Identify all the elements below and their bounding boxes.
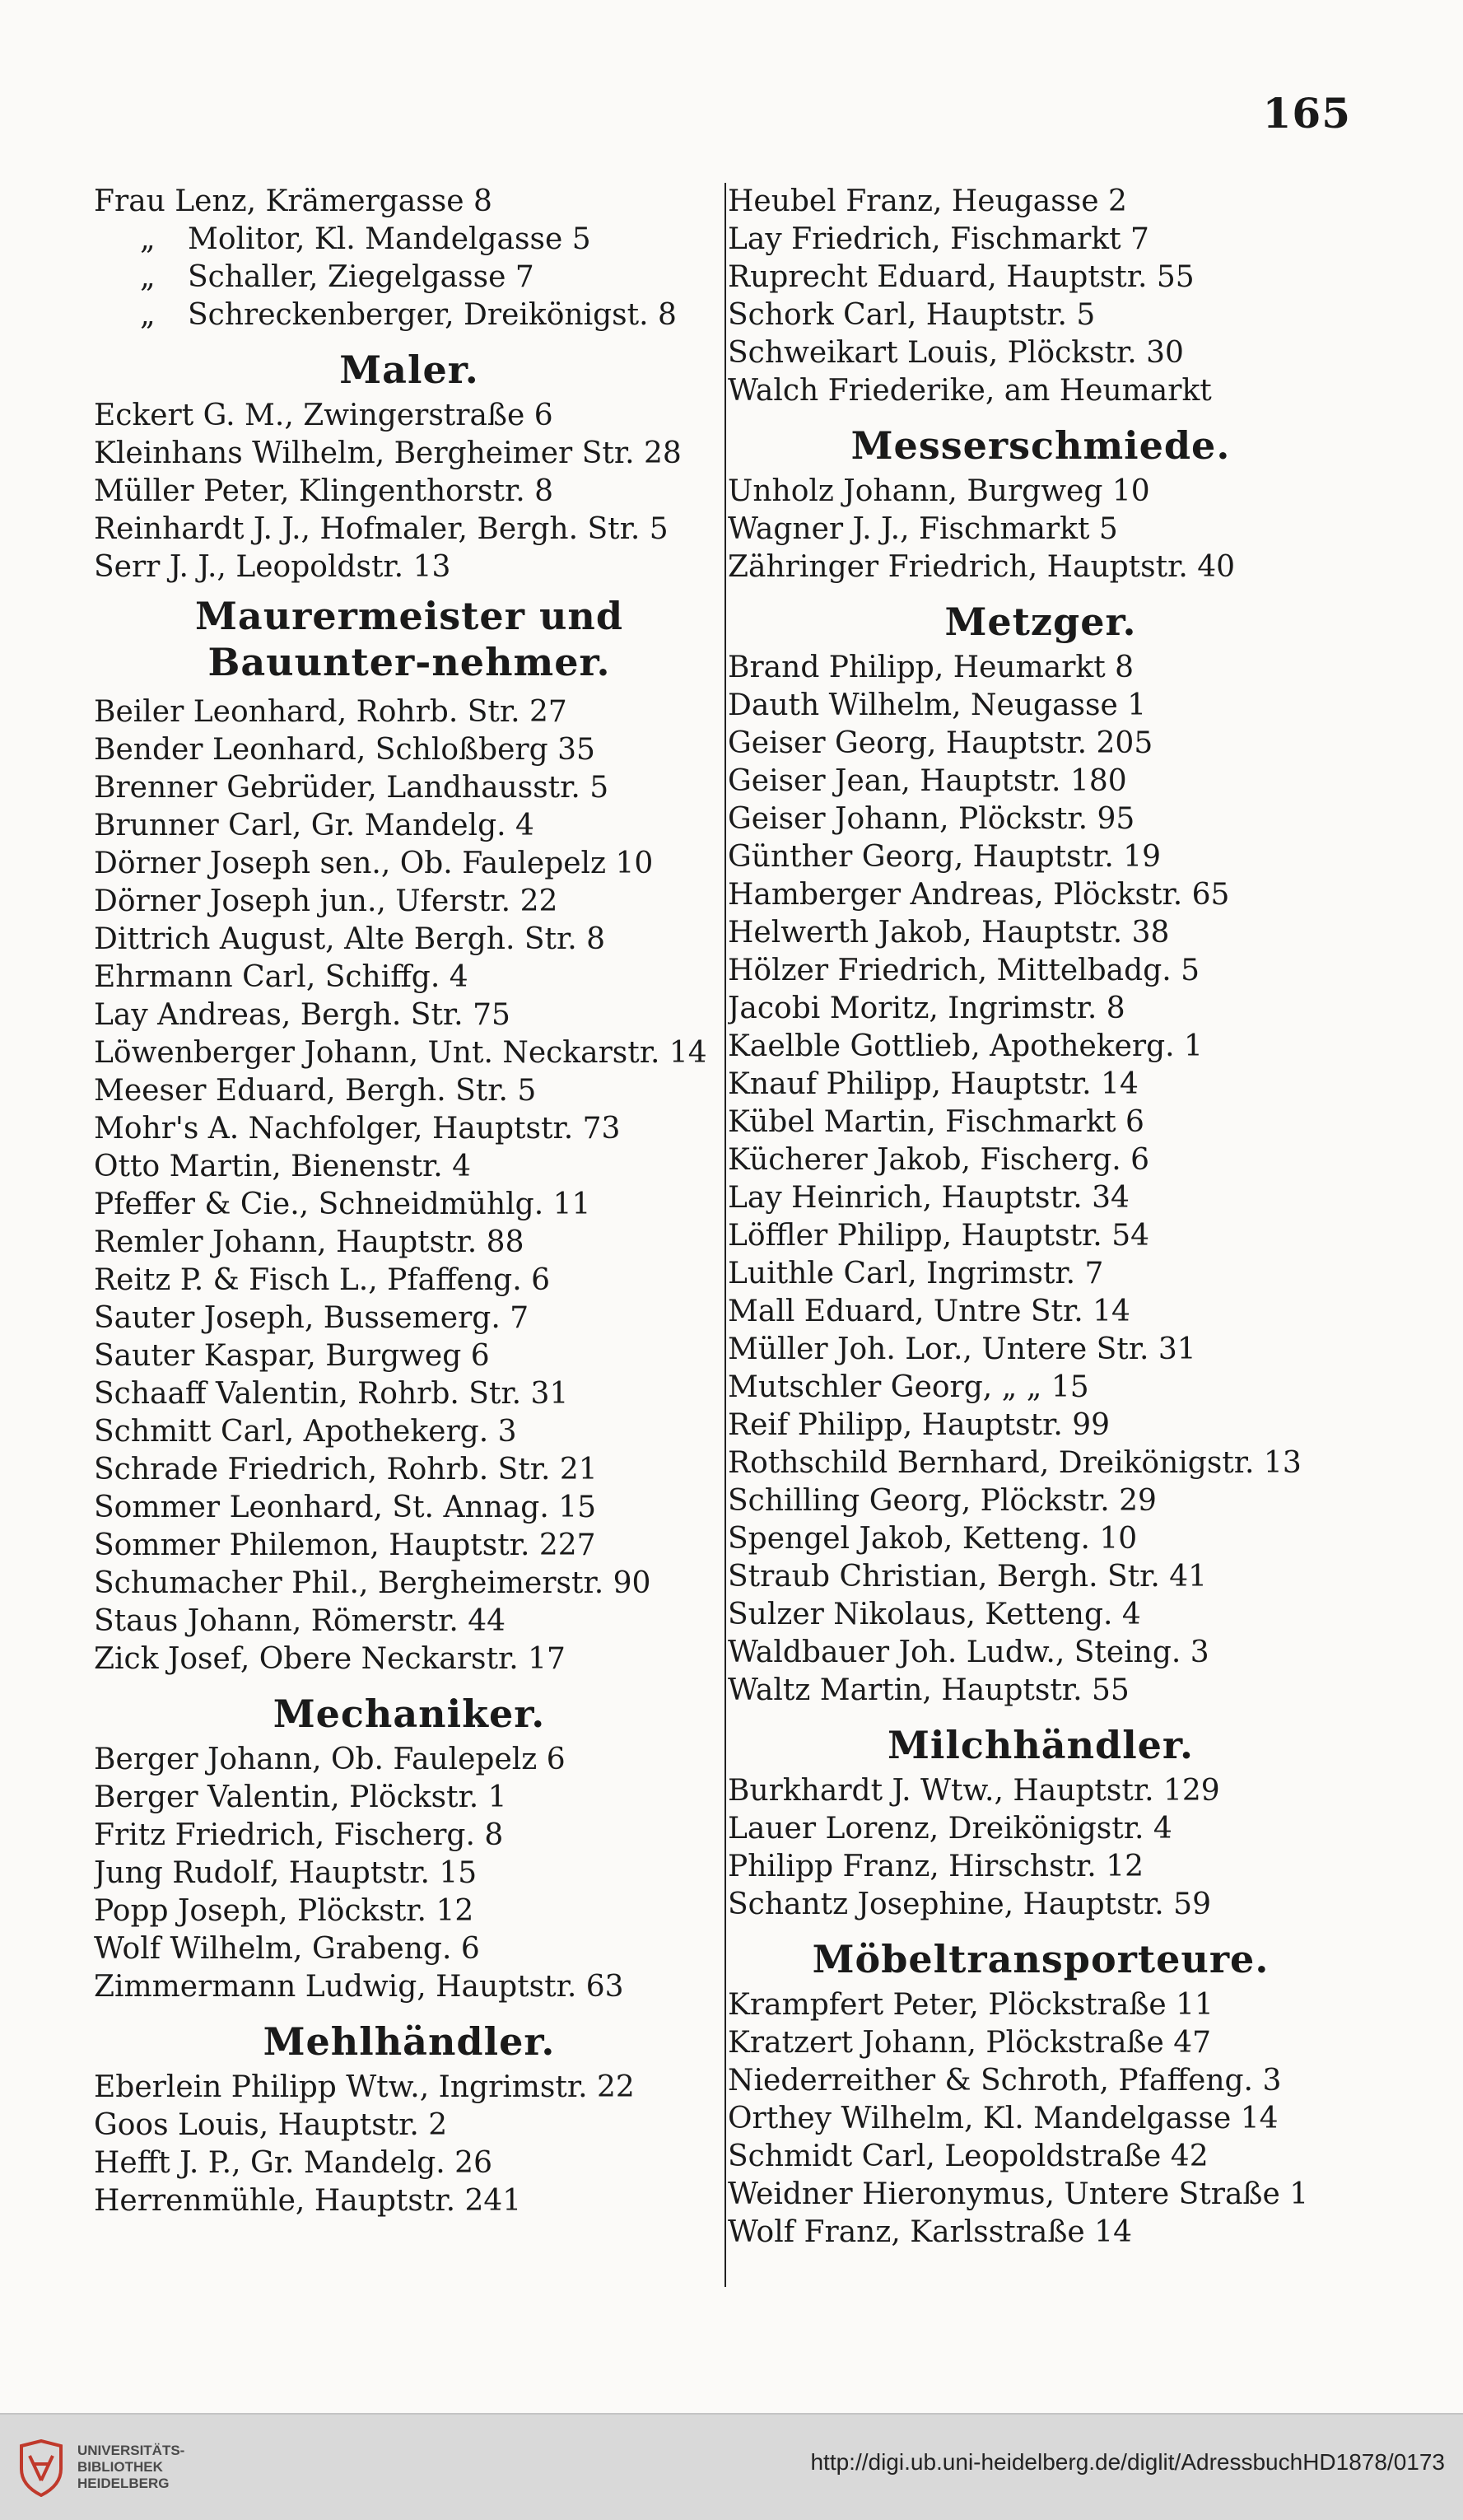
left-column bbox=[94, 183, 725, 2220]
directory-entry: Schmitt Carl, Apothekerg. 3 bbox=[94, 1415, 517, 1449]
section-heading: Milchhändler. bbox=[888, 1723, 1194, 1767]
directory-entry: Müller Peter, Klingenthorstr. 8 bbox=[94, 474, 554, 508]
directory-entry: Hölzer Friedrich, Mittelbadg. 5 bbox=[728, 954, 1200, 987]
ditto-mark: „ bbox=[140, 260, 156, 294]
directory-entry: Schaaff Valentin, Rohrb. Str. 31 bbox=[94, 1377, 569, 1411]
section-heading: Messerschmiede. bbox=[850, 423, 1231, 468]
directory-entry: Hefft J. P., Gr. Mandelg. 26 bbox=[94, 2146, 492, 2180]
directory-entry: Schantz Josephine, Hauptstr. 59 bbox=[728, 1888, 1211, 1921]
directory-entry: Reif Philipp, Hauptstr. 99 bbox=[728, 1408, 1111, 1442]
directory-entry: Brenner Gebrüder, Landhausstr. 5 bbox=[94, 771, 609, 805]
directory-entry: Helwerth Jakob, Hauptstr. 38 bbox=[728, 916, 1170, 950]
source-url-link[interactable]: http://digi.ub.uni-heidelberg.de/diglit/AdressbuchHD1878/0173 bbox=[810, 2449, 1445, 2475]
right-column bbox=[728, 183, 1354, 2252]
directory-entry: Kaelble Gottlieb, Apothekerg. 1 bbox=[728, 1029, 1203, 1063]
directory-entry: Dittrich August, Alte Bergh. Str. 8 bbox=[94, 922, 606, 956]
directory-entry: Sauter Joseph, Bussemerg. 7 bbox=[94, 1301, 529, 1335]
directory-entry: Ehrmann Carl, Schiffg. 4 bbox=[94, 960, 468, 994]
directory-entry: Schumacher Phil., Bergheimerstr. 90 bbox=[94, 1566, 651, 1600]
directory-entry: Müller Joh. Lor., Untere Str. 31 bbox=[728, 1332, 1196, 1366]
directory-entry: Straub Christian, Bergh. Str. 41 bbox=[728, 1560, 1208, 1594]
directory-entry: Lay Andreas, Bergh. Str. 75 bbox=[94, 998, 510, 1032]
university-seal-icon bbox=[16, 2439, 66, 2497]
viewer-footer bbox=[0, 2413, 1463, 2520]
directory-entry: Weidner Hieronymus, Untere Straße 1 bbox=[728, 2177, 1309, 2211]
library-logo-text bbox=[77, 2443, 184, 2492]
directory-entry: Krampfert Peter, Plöckstraße 11 bbox=[728, 1988, 1214, 2022]
directory-entry: Kratzert Johann, Plöckstraße 47 bbox=[728, 2026, 1212, 2060]
entry-text: Molitor, Kl. Mandelgasse 5 bbox=[188, 222, 591, 256]
directory-entry: Lay Heinrich, Hauptstr. 34 bbox=[728, 1181, 1130, 1215]
ditto-mark: „ bbox=[140, 298, 156, 332]
directory-entry: Geiser Jean, Hauptstr. 180 bbox=[728, 764, 1127, 798]
directory-entry: Remler Johann, Hauptstr. 88 bbox=[94, 1225, 524, 1259]
directory-entry: Berger Valentin, Plöckstr. 1 bbox=[94, 1780, 507, 1814]
logo-line: HEIDELBERG bbox=[77, 2476, 170, 2491]
column-divider bbox=[725, 183, 726, 2287]
ditto-mark: „ bbox=[140, 222, 156, 256]
directory-entry: Zähringer Friedrich, Hauptstr. 40 bbox=[728, 550, 1236, 584]
directory-entry: Dörner Joseph jun., Uferstr. 22 bbox=[94, 884, 558, 918]
directory-entry: Berger Johann, Ob. Faulepelz 6 bbox=[94, 1743, 566, 1776]
section-heading: Metzger. bbox=[944, 600, 1137, 644]
directory-entry bbox=[94, 259, 725, 296]
directory-entry: Jung Rudolf, Hauptstr. 15 bbox=[94, 1856, 478, 1890]
directory-entry: Beiler Leonhard, Rohrb. Str. 27 bbox=[94, 695, 567, 729]
directory-entry: Schilling Georg, Plöckstr. 29 bbox=[728, 1484, 1157, 1518]
directory-entry: Wagner J. J., Fischmarkt 5 bbox=[728, 512, 1118, 546]
directory-entry: Burkhardt J. Wtw., Hauptstr. 129 bbox=[728, 1774, 1220, 1808]
directory-entry: Eckert G. M., Zwingerstraße 6 bbox=[94, 399, 553, 432]
section-heading: Mehlhändler. bbox=[263, 2019, 556, 2064]
directory-entry: Waldbauer Joh. Ludw., Steing. 3 bbox=[728, 1636, 1209, 1669]
directory-entry: Serr J. J., Leopoldstr. 13 bbox=[94, 550, 451, 584]
directory-entry: Schork Carl, Hauptstr. 5 bbox=[728, 298, 1096, 332]
entry-text: Schreckenberger, Dreikönigst. 8 bbox=[188, 298, 677, 332]
section-heading: Maler. bbox=[339, 348, 479, 392]
directory-entry: Sauter Kaspar, Burgweg 6 bbox=[94, 1339, 490, 1373]
directory-entry bbox=[94, 296, 725, 334]
directory-entry: Niederreither & Schroth, Pfaffeng. 3 bbox=[728, 2064, 1282, 2098]
section-heading: Maurermeister und Bauunter-nehmer. bbox=[194, 594, 624, 684]
directory-entry: Pfeffer & Cie., Schneidmühlg. 11 bbox=[94, 1188, 591, 1221]
directory-entry: Bender Leonhard, Schloßberg 35 bbox=[94, 733, 595, 767]
directory-entry: Geiser Georg, Hauptstr. 205 bbox=[728, 726, 1153, 760]
directory-entry: Reitz P. & Fisch L., Pfaffeng. 6 bbox=[94, 1263, 551, 1297]
directory-entry: Orthey Wilhelm, Kl. Mandelgasse 14 bbox=[728, 2102, 1279, 2135]
directory-entry: Kübel Martin, Fischmarkt 6 bbox=[728, 1105, 1144, 1139]
directory-entry: Kücherer Jakob, Fischerg. 6 bbox=[728, 1143, 1150, 1177]
directory-entry: Meeser Eduard, Bergh. Str. 5 bbox=[94, 1074, 537, 1108]
directory-entry: Luithle Carl, Ingrimstr. 7 bbox=[728, 1257, 1104, 1290]
directory-entry: Fritz Friedrich, Fischerg. 8 bbox=[94, 1818, 504, 1852]
directory-entry: Günther Georg, Hauptstr. 19 bbox=[728, 840, 1162, 874]
directory-entry: Lauer Lorenz, Dreikönigstr. 4 bbox=[728, 1812, 1172, 1846]
directory-entry: Brunner Carl, Gr. Mandelg. 4 bbox=[94, 809, 534, 842]
directory-entry: Otto Martin, Bienenstr. 4 bbox=[94, 1150, 472, 1183]
directory-entry bbox=[94, 221, 725, 259]
directory-entry: Wolf Wilhelm, Grabeng. 6 bbox=[94, 1932, 480, 1966]
logo-line: BIBLIOTHEK bbox=[77, 2459, 163, 2475]
directory-entry: Schrade Friedrich, Rohrb. Str. 21 bbox=[94, 1453, 598, 1486]
directory-entry: Frau Lenz, Krämergasse 8 bbox=[94, 184, 492, 218]
directory-entry: Sulzer Nikolaus, Ketteng. 4 bbox=[728, 1598, 1141, 1631]
directory-entry: Spengel Jakob, Ketteng. 10 bbox=[728, 1522, 1138, 1556]
directory-entry: Löwenberger Johann, Unt. Neckarstr. 14 bbox=[94, 1036, 707, 1070]
directory-entry: Ruprecht Eduard, Hauptstr. 55 bbox=[728, 260, 1195, 294]
directory-entry: Jacobi Moritz, Ingrimstr. 8 bbox=[728, 992, 1125, 1025]
directory-entry: Mall Eduard, Untre Str. 14 bbox=[728, 1295, 1130, 1328]
directory-entry: Löffler Philipp, Hauptstr. 54 bbox=[728, 1219, 1149, 1253]
directory-entry: Unholz Johann, Burgweg 10 bbox=[728, 474, 1150, 508]
directory-entry: Heubel Franz, Heugasse 2 bbox=[728, 184, 1127, 218]
logo-line: UNIVERSITÄTS- bbox=[77, 2443, 185, 2458]
directory-entry: Geiser Johann, Plöckstr. 95 bbox=[728, 802, 1135, 836]
directory-entry: Hamberger Andreas, Plöckstr. 65 bbox=[728, 878, 1230, 912]
directory-entry: Goos Louis, Hauptstr. 2 bbox=[94, 2108, 448, 2142]
section-heading: Mechaniker. bbox=[273, 1692, 546, 1736]
directory-entry: Sommer Leonhard, St. Annag. 15 bbox=[94, 1491, 597, 1524]
section-heading: Möbeltransporteure. bbox=[812, 1937, 1270, 1981]
directory-entry: Staus Johann, Römerstr. 44 bbox=[94, 1604, 506, 1638]
directory-entry: Brand Philipp, Heumarkt 8 bbox=[728, 651, 1135, 684]
directory-entry: Reinhardt J. J., Hofmaler, Bergh. Str. 5 bbox=[94, 512, 669, 546]
directory-entry: Wolf Franz, Karlsstraße 14 bbox=[728, 2215, 1132, 2249]
page-number: 165 bbox=[1262, 89, 1351, 138]
directory-entry: Lay Friedrich, Fischmarkt 7 bbox=[728, 222, 1149, 256]
directory-entry: Sommer Philemon, Hauptstr. 227 bbox=[94, 1528, 596, 1562]
directory-entry: Rothschild Bernhard, Dreikönigstr. 13 bbox=[728, 1446, 1302, 1480]
directory-entry: Mutschler Georg, „ „ 15 bbox=[728, 1370, 1089, 1404]
directory-entry: Zick Josef, Obere Neckarstr. 17 bbox=[94, 1642, 566, 1676]
directory-entry: Walch Friederike, am Heumarkt bbox=[728, 374, 1212, 408]
directory-entry: Eberlein Philipp Wtw., Ingrimstr. 22 bbox=[94, 2070, 635, 2104]
directory-entry: Popp Joseph, Plöckstr. 12 bbox=[94, 1894, 474, 1928]
directory-entry: Waltz Martin, Hauptstr. 55 bbox=[728, 1673, 1130, 1707]
directory-entry: Schmidt Carl, Leopoldstraße 42 bbox=[728, 2140, 1209, 2173]
directory-entry: Herrenmühle, Hauptstr. 241 bbox=[94, 2184, 522, 2218]
entry-text: Schaller, Ziegelgasse 7 bbox=[188, 260, 534, 294]
directory-entry: Kleinhans Wilhelm, Bergheimer Str. 28 bbox=[94, 436, 682, 470]
directory-entry: Knauf Philipp, Hauptstr. 14 bbox=[728, 1067, 1139, 1101]
directory-entry: Dörner Joseph sen., Ob. Faulepelz 10 bbox=[94, 847, 654, 880]
directory-entry: Zimmermann Ludwig, Hauptstr. 63 bbox=[94, 1970, 624, 2004]
directory-entry: Philipp Franz, Hirschstr. 12 bbox=[728, 1850, 1144, 1883]
directory-entry: Dauth Wilhelm, Neugasse 1 bbox=[728, 688, 1147, 722]
directory-entry: Mohr's A. Nachfolger, Hauptstr. 73 bbox=[94, 1112, 621, 1146]
directory-entry: Schweikart Louis, Plöckstr. 30 bbox=[728, 336, 1184, 370]
